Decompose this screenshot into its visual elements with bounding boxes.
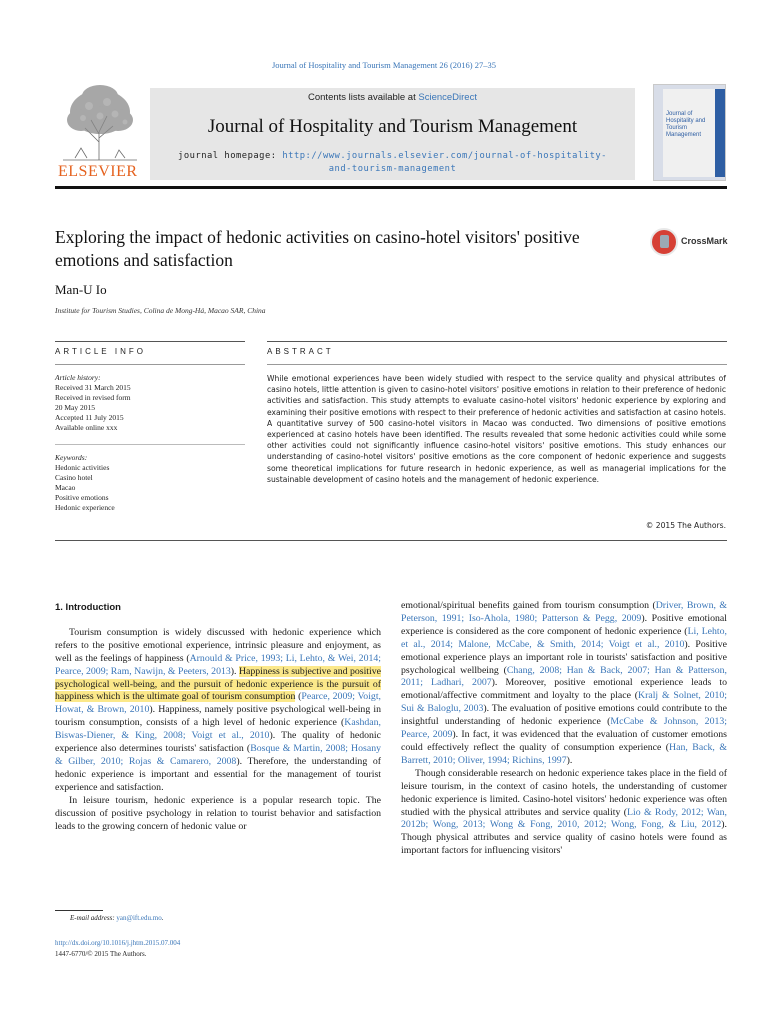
- section-heading-introduction: 1. Introduction: [55, 602, 121, 613]
- journal-name: Journal of Hospitality and Tourism Management: [207, 116, 578, 137]
- keywords-list: [55, 453, 245, 513]
- body-column-right: [401, 600, 727, 858]
- text-run: ). Positive emotional experience plays an important role in tourists' satisfaction and positive psychological wellbeing (: [401, 638, 727, 676]
- homepage-url-line2[interactable]: and-tourism-management: [328, 164, 457, 174]
- cover-title: Journal of Hospitality and Tourism Management: [666, 111, 706, 138]
- abstract-subrule: [267, 364, 727, 365]
- text-run: Tourism consumption is widely discussed with hedonic experience which refers to the positive emotional experience, intrinsic pleasure and enjoyment, as well as the feelings of happiness (: [55, 626, 381, 664]
- keyword-item: Casino hotel: [55, 473, 93, 482]
- highlighted-text: Happiness is subjective and positive psychological well-being, and the pursuit of hedonic experience is the pursuit of happiness which is the ultimate goal of tourism consumption: [55, 665, 381, 703]
- body-column-left: [55, 600, 381, 833]
- crossmark-label: CrossMark: [681, 236, 728, 246]
- keyword-item: Positive emotions: [55, 493, 109, 502]
- text-run: ). The evaluation of positive emotions could contribute to the insightful understanding of hedonic experience (: [401, 703, 728, 728]
- abstract-text: While emotional experiences have been widely studied with respect to the service quality and physical attributes of casino hotels, little attention is given to casino-hotel visitors' positive emotions in relation to their preference of hedonic activities and satisfaction. This study attempts to evaluate casino-hotel visitors' hedonic experience by exploring and examining their positive emotions with respect to their preference of hedonic activities and satisfaction at casino hotels. A quantitative survey of 500 casino-hotel visitors in Macao was conducted. Two dimensions of positive emotions experienced at casino hotels have been identified. The results revealed that some hedonic activities could while some other activities could not significantly influence casino-hotel visitors' positive emotions. This study enhances our understanding of casino-hotel visitors' positive emotions as the core component of hedonic experience and suggests some theoretical implications for future research in hedonic experience, as well as managerial implications for the sustainable development of casino hotels and the management of hedonic experience.: [267, 374, 726, 484]
- keywords-label: Keywords:: [55, 453, 88, 462]
- text-run: ). Moreover, positive emotional experience leads to emotional/affective commitment and loyalty to the place (: [401, 677, 727, 702]
- article-history: [55, 373, 245, 433]
- citation-link[interactable]: Chang, 2008; Han & Back, 2007; Han & Patterson, 2011; Ladhari, 2007: [401, 664, 727, 689]
- intro-paragraph-3: [401, 768, 727, 858]
- keywords-rule: [55, 444, 245, 445]
- abstract-rule: [267, 341, 727, 342]
- citation-link[interactable]: Kashdan, Biswas-Diener, & King, 2008; Voigt et al., 2010: [55, 717, 381, 742]
- text-run: (: [295, 691, 302, 703]
- citation-link[interactable]: Driver, Brown, & Peterson, 1991; Iso-Ahola, 1980; Patterson & Pegg, 2009: [401, 600, 728, 624]
- citation-link[interactable]: Lio & Rody, 2012; Wan, 2012b; Wong, 2013; Wong & Fong, 2010, 2012; Wong, Fong, & Liu, 2012: [401, 806, 727, 831]
- doi-link[interactable]: http://dx.doi.org/10.1016/j.jhtm.2015.07.004: [55, 939, 181, 947]
- cover-page: [663, 89, 725, 177]
- crossmark-icon: [650, 228, 678, 256]
- elsevier-wordmark: ELSEVIER: [58, 163, 138, 180]
- citation-link[interactable]: Arnould & Price, 1993; Li, Lehto, & Wei, 2014; Pearce, 2009; Ram, Nawijn, & Peeters, 2013: [55, 652, 381, 677]
- abstract-bottom-rule: [55, 540, 727, 541]
- text-run: emotional/spiritual benefits gained from tourism consumption (: [401, 600, 656, 611]
- article-info-rule: [55, 341, 245, 342]
- history-item: Accepted 11 July 2015: [55, 413, 124, 422]
- article-info-subrule: [55, 364, 245, 365]
- author-email-link[interactable]: yan@ift.edu.mo: [116, 914, 162, 922]
- header-divider: [55, 186, 727, 189]
- journal-header: [55, 82, 727, 184]
- intro-paragraph-1: [55, 627, 381, 795]
- contents-availability: [150, 92, 635, 103]
- contents-prefix: Contents lists available at: [308, 92, 419, 103]
- author-affiliation: Institute for Tourism Studies, Colina de Mong-Há, Macao SAR, China: [55, 306, 266, 315]
- text-run: ). The quality of hedonic experience also determines tourists' satisfaction (: [55, 730, 381, 755]
- text-run: ). In fact, it was evidenced that the evaluation of customer emotions could effectively reflect the quality of consumption experience (: [401, 729, 727, 753]
- author-email-footnote: [70, 914, 163, 922]
- sciencedirect-link[interactable]: ScienceDirect: [418, 92, 477, 103]
- keyword-item: Hedonic experience: [55, 503, 115, 512]
- citation-link[interactable]: Pearce, 2009; Voigt, Howat, & Brown, 2010: [55, 691, 381, 716]
- text-run: ). Though physical attributes and service quality of casino hotels were found as important factors for influencing visitors': [401, 819, 727, 857]
- text-run: ). Positive emotional experience is considered as the core component of hedonic experience (: [401, 612, 727, 637]
- article-info-heading: ARTICLE INFO: [55, 347, 146, 356]
- citation-link[interactable]: Kralj & Solnet, 2010; Sui & Baloglu, 2003: [401, 690, 727, 715]
- issn-line: 1447-6770/© 2015 The Authors.: [55, 950, 147, 958]
- citation-link[interactable]: Bosque & Martin, 2008; Hosany & Gilber, 2010; Rojas & Camarero, 2008: [55, 743, 381, 767]
- citation-link[interactable]: Li, Lehto, et al., 2014; Malone, McCabe, & Smith, 2014; Voigt et al., 2010: [401, 625, 727, 650]
- intro-paragraph-2: In leisure tourism, hedonic experience is a popular research topic. The discussion of positive psychology in relation to tourist behavior and satisfaction leads to the growing concern of hedonic value or: [55, 794, 381, 832]
- journal-cover-thumbnail[interactable]: [653, 84, 726, 181]
- email-label: E-mail address:: [70, 914, 115, 922]
- history-item: 20 May 2015: [55, 403, 95, 412]
- elsevier-tree-logo[interactable]: [55, 82, 145, 184]
- history-item: Received 31 March 2015: [55, 383, 131, 392]
- text-run: ). Happiness, namely positive psychological well-being in tourism consumption, consists of a high level of hedonic experience (: [55, 704, 381, 729]
- email-suffix: .: [161, 914, 164, 922]
- intro-paragraph-continued: [401, 600, 727, 768]
- tree-icon: [55, 82, 145, 162]
- journal-citation[interactable]: Journal of Hospitality and Tourism Management 26 (2016) 27–35: [272, 60, 496, 70]
- citation-link[interactable]: McCabe & Johnson, 2013; Pearce, 2009: [401, 716, 727, 741]
- homepage-label: journal homepage:: [178, 151, 283, 161]
- cover-spine: [715, 89, 725, 177]
- abstract-heading: ABSTRACT: [267, 347, 334, 356]
- footnote-rule: [55, 910, 103, 911]
- article-title: Exploring the impact of hedonic activities on casino-hotel visitors' positive emotions and satisfaction: [55, 227, 580, 270]
- history-item: Received in revised form: [55, 393, 131, 402]
- keyword-item: Macao: [55, 483, 76, 492]
- keyword-item: Hedonic activities: [55, 463, 110, 472]
- text-run: ).: [230, 665, 239, 677]
- crossmark-button[interactable]: [650, 228, 740, 260]
- text-run: ). Therefore, the understanding of hedonic experience is important and essential for the management of tourist experience and satisfaction.: [55, 755, 381, 793]
- history-item: Available online xxx: [55, 423, 118, 432]
- history-label: Article history:: [55, 373, 101, 382]
- journal-banner: [150, 88, 635, 180]
- citation-link[interactable]: Han, Back, & Barrett, 2010; Oliver, 1994; Richins, 1997: [401, 741, 727, 766]
- journal-homepage: [150, 150, 635, 176]
- text-run: ).: [566, 754, 573, 766]
- abstract-copyright: © 2015 The Authors.: [645, 521, 726, 530]
- author-name[interactable]: Man-U Io: [55, 282, 107, 297]
- text-run: Though considerable research on hedonic experience takes place in the field of leisure tourism, in the context of casino hotels, the understanding of customer hedonic experience is limited. Casino-hotel visitors' hedonic experience was often studied with the physical attributes and service quality (: [401, 767, 727, 818]
- homepage-url-line1[interactable]: http://www.journals.elsevier.com/journal-of-hospitality-: [282, 151, 607, 161]
